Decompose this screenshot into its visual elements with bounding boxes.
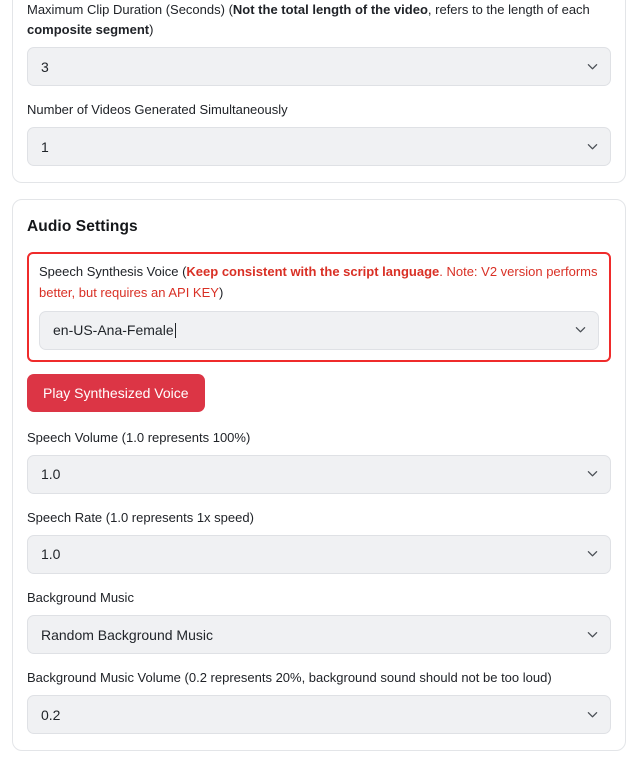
background-music-volume-select[interactable]	[27, 695, 611, 734]
speech-voice-label: Speech Synthesis Voice (Keep consistent with the script language. Note: V2 version performs better, but requires an API KEY)	[39, 264, 598, 300]
background-music-volume-value: 0.2	[41, 706, 61, 723]
chevron-down-icon	[587, 141, 598, 152]
speech-volume-select[interactable]	[27, 455, 611, 494]
speech-rate-field	[27, 508, 611, 574]
speech-voice-value: en-US-Ana-Female	[53, 322, 174, 339]
videos-simultaneous-value: 1	[41, 138, 49, 155]
chevron-down-icon	[587, 468, 598, 479]
play-synthesized-voice-button[interactable]: Play Synthesized Voice	[27, 374, 205, 412]
video-settings-card	[12, 0, 626, 183]
videos-simultaneous-field	[27, 100, 611, 166]
speech-rate-value: 1.0	[41, 546, 61, 563]
speech-voice-highlight	[27, 252, 611, 361]
background-music-select[interactable]	[27, 615, 611, 654]
background-music-volume-label: Background Music Volume (0.2 represents 20%, background sound should not be too loud)	[27, 670, 552, 686]
chevron-down-icon	[587, 629, 598, 640]
background-music-value: Random Background Music	[41, 626, 213, 643]
chevron-down-icon	[587, 709, 598, 720]
text-caret	[175, 323, 176, 338]
speech-rate-select[interactable]	[27, 535, 611, 574]
audio-settings-card	[12, 199, 626, 751]
speech-volume-label: Speech Volume (1.0 represents 100%)	[27, 429, 251, 445]
chevron-down-icon	[587, 548, 598, 559]
max-clip-duration-select[interactable]	[27, 47, 611, 86]
chevron-down-icon	[575, 324, 586, 335]
audio-settings-title: Audio Settings	[27, 218, 138, 236]
videos-simultaneous-label: Number of Videos Generated Simultaneously	[27, 102, 288, 118]
max-clip-duration-field	[27, 0, 611, 86]
chevron-down-icon	[587, 61, 598, 72]
speech-rate-label: Speech Rate (1.0 represents 1x speed)	[27, 509, 254, 525]
max-clip-duration-value: 3	[41, 58, 49, 75]
background-music-label: Background Music	[27, 589, 134, 605]
background-music-volume-field	[27, 668, 611, 734]
speech-volume-value: 1.0	[41, 466, 61, 483]
videos-simultaneous-select[interactable]	[27, 127, 611, 166]
speech-volume-field	[27, 428, 611, 494]
max-clip-duration-label: Maximum Clip Duration (Seconds) (Not the total length of the video, refers to the length of each composite segment)	[27, 2, 590, 38]
background-music-field	[27, 588, 611, 654]
speech-voice-select[interactable]	[39, 311, 599, 350]
